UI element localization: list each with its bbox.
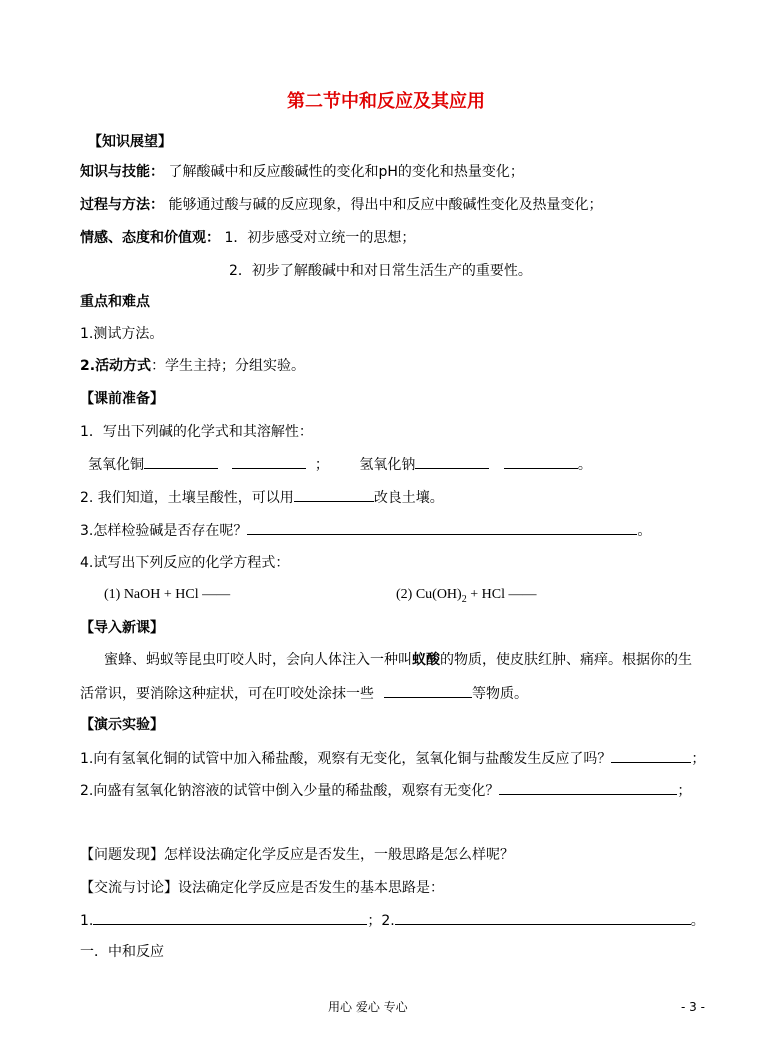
equation-2 (396, 585, 536, 610)
emotion-line (80, 228, 415, 248)
prep-q1-b: 氢氧化钠 (359, 457, 416, 473)
answer-blank[interactable] (611, 748, 691, 763)
section-heading: 一．中和反应 (80, 944, 164, 960)
prep-q1-end: 。 (577, 457, 592, 473)
prep-q3-end: 。 (637, 523, 652, 539)
prep-q4: 4.试写出下列反应的化学方程式： (80, 555, 290, 571)
answer-blank[interactable] (415, 454, 489, 469)
intro-p1-a: 蜜蜂、蚂蚁等昆虫叮咬人时，会向人体注入一种叫 (104, 652, 412, 668)
answer-blank[interactable] (247, 520, 637, 535)
page-title: 第二节中和反应及其应用 (287, 91, 485, 112)
problem-text: 怎样设法确定化学反应是否发生，一般思路是怎么样呢？ (164, 847, 514, 863)
skills-text: 了解酸碱中和反应酸碱性的变化和pH的变化和热量变化； (168, 164, 524, 180)
knowledge-heading: 【知识展望】 (88, 134, 172, 150)
emotion-item-2: 2．初步了解酸碱中和对日常生活生产的重要性。 (229, 263, 532, 279)
demo-2-end: ； (677, 783, 692, 799)
discuss-sep: ；2. (367, 913, 395, 929)
prep-heading: 【课前准备】 (80, 391, 164, 407)
answer-blank[interactable] (232, 454, 306, 469)
discuss-text: 设法确定化学反应是否发生的基本思路是： (178, 880, 444, 896)
discuss-n1: 1. (80, 913, 94, 929)
intro-p1-bold: 蚁酸 (412, 652, 440, 668)
prep-q1: 1．写出下列碱的化学式和其溶解性： (80, 424, 313, 440)
key-point-2-text: ：学生主持；分组实验。 (151, 358, 306, 374)
equation-2-a: (2) Cu(OH) (396, 587, 462, 602)
discuss-blanks (80, 910, 705, 931)
problem-label: 【问题发现】 (80, 847, 164, 863)
intro-paragraph-1 (104, 650, 692, 670)
intro-p2-a: 活常识，要消除这种症状，可在叮咬处涂抹一些 (80, 686, 374, 702)
demo-heading: 【演示实验】 (80, 717, 164, 733)
skills-label: 知识与技能： (80, 164, 164, 180)
demo-2-text: 2.向盛有氢氧化钠溶液的试管中倒入少量的稀盐酸，观察有无变化？ (80, 783, 500, 799)
demo-2 (80, 780, 691, 801)
intro-heading: 【导入新课】 (80, 620, 164, 636)
intro-paragraph-2 (80, 683, 528, 704)
prep-q2-end: 改良土壤。 (373, 490, 444, 506)
process-label: 过程与方法： (80, 197, 164, 213)
discuss-end: 。 (690, 913, 705, 929)
answer-blank[interactable] (499, 780, 677, 795)
process-line (80, 195, 602, 215)
answer-blank[interactable] (395, 910, 691, 925)
intro-p2-b: 等物质。 (472, 686, 528, 702)
equation-2-b: + HCl —— (466, 587, 537, 602)
key-point-2 (80, 356, 305, 376)
answer-blank[interactable] (384, 683, 472, 698)
key-point-2-label: 活动方式 (95, 358, 152, 374)
demo-1 (80, 748, 705, 769)
prep-q3 (80, 520, 651, 541)
discuss-line (80, 878, 444, 898)
answer-blank[interactable] (504, 454, 578, 469)
skills-line (80, 162, 524, 182)
key-points-heading: 重点和难点 (80, 294, 150, 310)
problem-line (80, 845, 514, 865)
demo-1-text: 1.向有氢氧化铜的试管中加入稀盐酸，观察有无变化，氢氧化铜与盐酸发生反应了吗？ (80, 751, 612, 767)
answer-blank[interactable] (294, 487, 374, 502)
prep-q1-blanks (88, 454, 592, 475)
intro-p1-b: 的物质，使皮肤红肿、痛痒。根据你的生 (440, 652, 692, 668)
prep-q1-a: 氢氧化铜 (88, 457, 144, 473)
prep-q2 (80, 487, 444, 508)
process-text: 能够通过酸与碱的反应现象，得出中和反应中酸碱性变化及热量变化； (168, 197, 603, 213)
footer-center: 用心 爱心 专心 (328, 1000, 408, 1014)
key-point-2-num: 2. (80, 358, 96, 374)
prep-q2-start: 2. 我们知道，土壤呈酸性，可以用 (80, 490, 294, 506)
key-point-1: 1.测试方法。 (80, 326, 164, 342)
emotion-label: 情感、态度和价值观： (80, 230, 220, 246)
page-number: - 3 - (681, 1000, 705, 1014)
equation-1: (1) NaOH + HCl —— (104, 587, 231, 602)
demo-1-end: ； (691, 751, 706, 767)
answer-blank[interactable] (144, 454, 218, 469)
equation-2-sub: 2 (461, 593, 467, 605)
emotion-item-1: 1．初步感受对立统一的思想； (224, 230, 416, 246)
prep-q3-text: 3.怎样检验碱是否存在呢？ (80, 523, 248, 539)
discuss-label: 【交流与讨论】 (80, 880, 178, 896)
answer-blank[interactable] (93, 910, 367, 925)
prep-q1-sep: ； (314, 457, 329, 473)
